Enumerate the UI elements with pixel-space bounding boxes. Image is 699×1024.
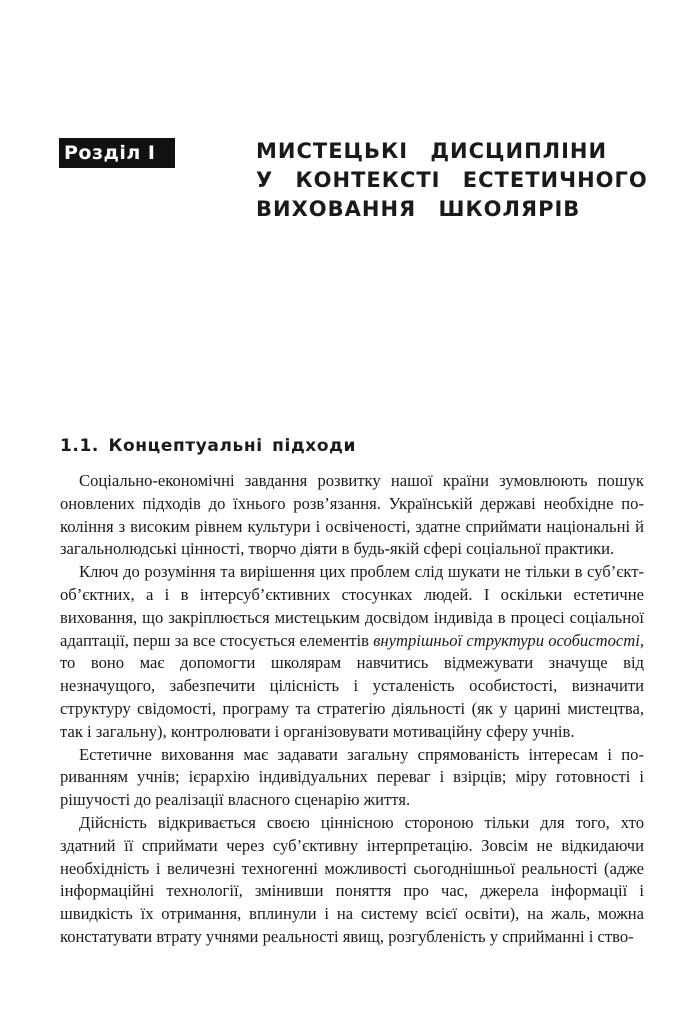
paragraph-text: Ключ до розуміння та вирішення цих проблем слід шукати не тільки в суб’єкт-об’єктних, а і в інтерсуб’єктивних стосунках людей. І оскільки естетичне виховання, що закріплюється мистецьким досвідом індивіда в процесі соціальної адаптації, перш за все стосується елементів [60, 562, 644, 650]
paragraph: Соціально-економічні завдання розвитку нашої країни зумовлюють пошук оновлених підходів до їхнього розв’язання. Українській державі необхідне покоління з високим рівнем культури і освіченості, здатне сприймати національні й загальнолюдські цінності, творчо діяти в будь-якій сфері соціальної практики. [60, 471, 644, 559]
chapter-title-line: ВИХОВАННЯ ШКОЛЯРІВ [256, 197, 581, 221]
chapter-label: Розділ І [59, 138, 175, 168]
paragraph: Дійсність відкривається своєю ціннісною стороною тільки для того, хто здатний її сприймати через суб’єктивну інтерпретацію. Зовсім не відкидаючи необхідність і величезні техногенні можливості сьогоднішньої реальності (адже інформаційні технології, змінивши поняття про час, джерела інформації і швидкість їх отримання, вплинули і на систему всієї освіти), на жаль, можна констатувати втрату учнями реальності явищ, розгубленість у сприйманні і ство- [60, 812, 644, 946]
paragraph: Естетичне виховання має задавати загальну спрямованість інтересам і пориванням учнів; ієрархію індивідуальних переваг і взірців; міру готовності і рішучості до реалізації власного сценарію життя. [60, 744, 644, 810]
chapter-title-line: У КОНТЕКСТІ ЕСТЕТИЧНОГО [256, 168, 648, 192]
body-text [60, 470, 644, 949]
chapter-title-line: МИСТЕЦЬКІ ДИСЦИПЛІНИ [256, 139, 608, 163]
paragraph-text: , то воно має допомогти школярам навчитись відмежувати значуще від незначущого, забезпечити цілісність і усталеність особистості, визначити структуру свідомості, програму та стратегію діяльності (як у царині мистецтва, так і загальну), контролювати і організовувати мотиваційну сферу учнів. [60, 630, 644, 741]
chapter-title [256, 137, 656, 224]
paragraph [60, 561, 644, 743]
emphasized-term: внутрішньої структури особистості [373, 630, 640, 650]
section-heading: 1.1. Концептуальні підходи [60, 436, 356, 456]
